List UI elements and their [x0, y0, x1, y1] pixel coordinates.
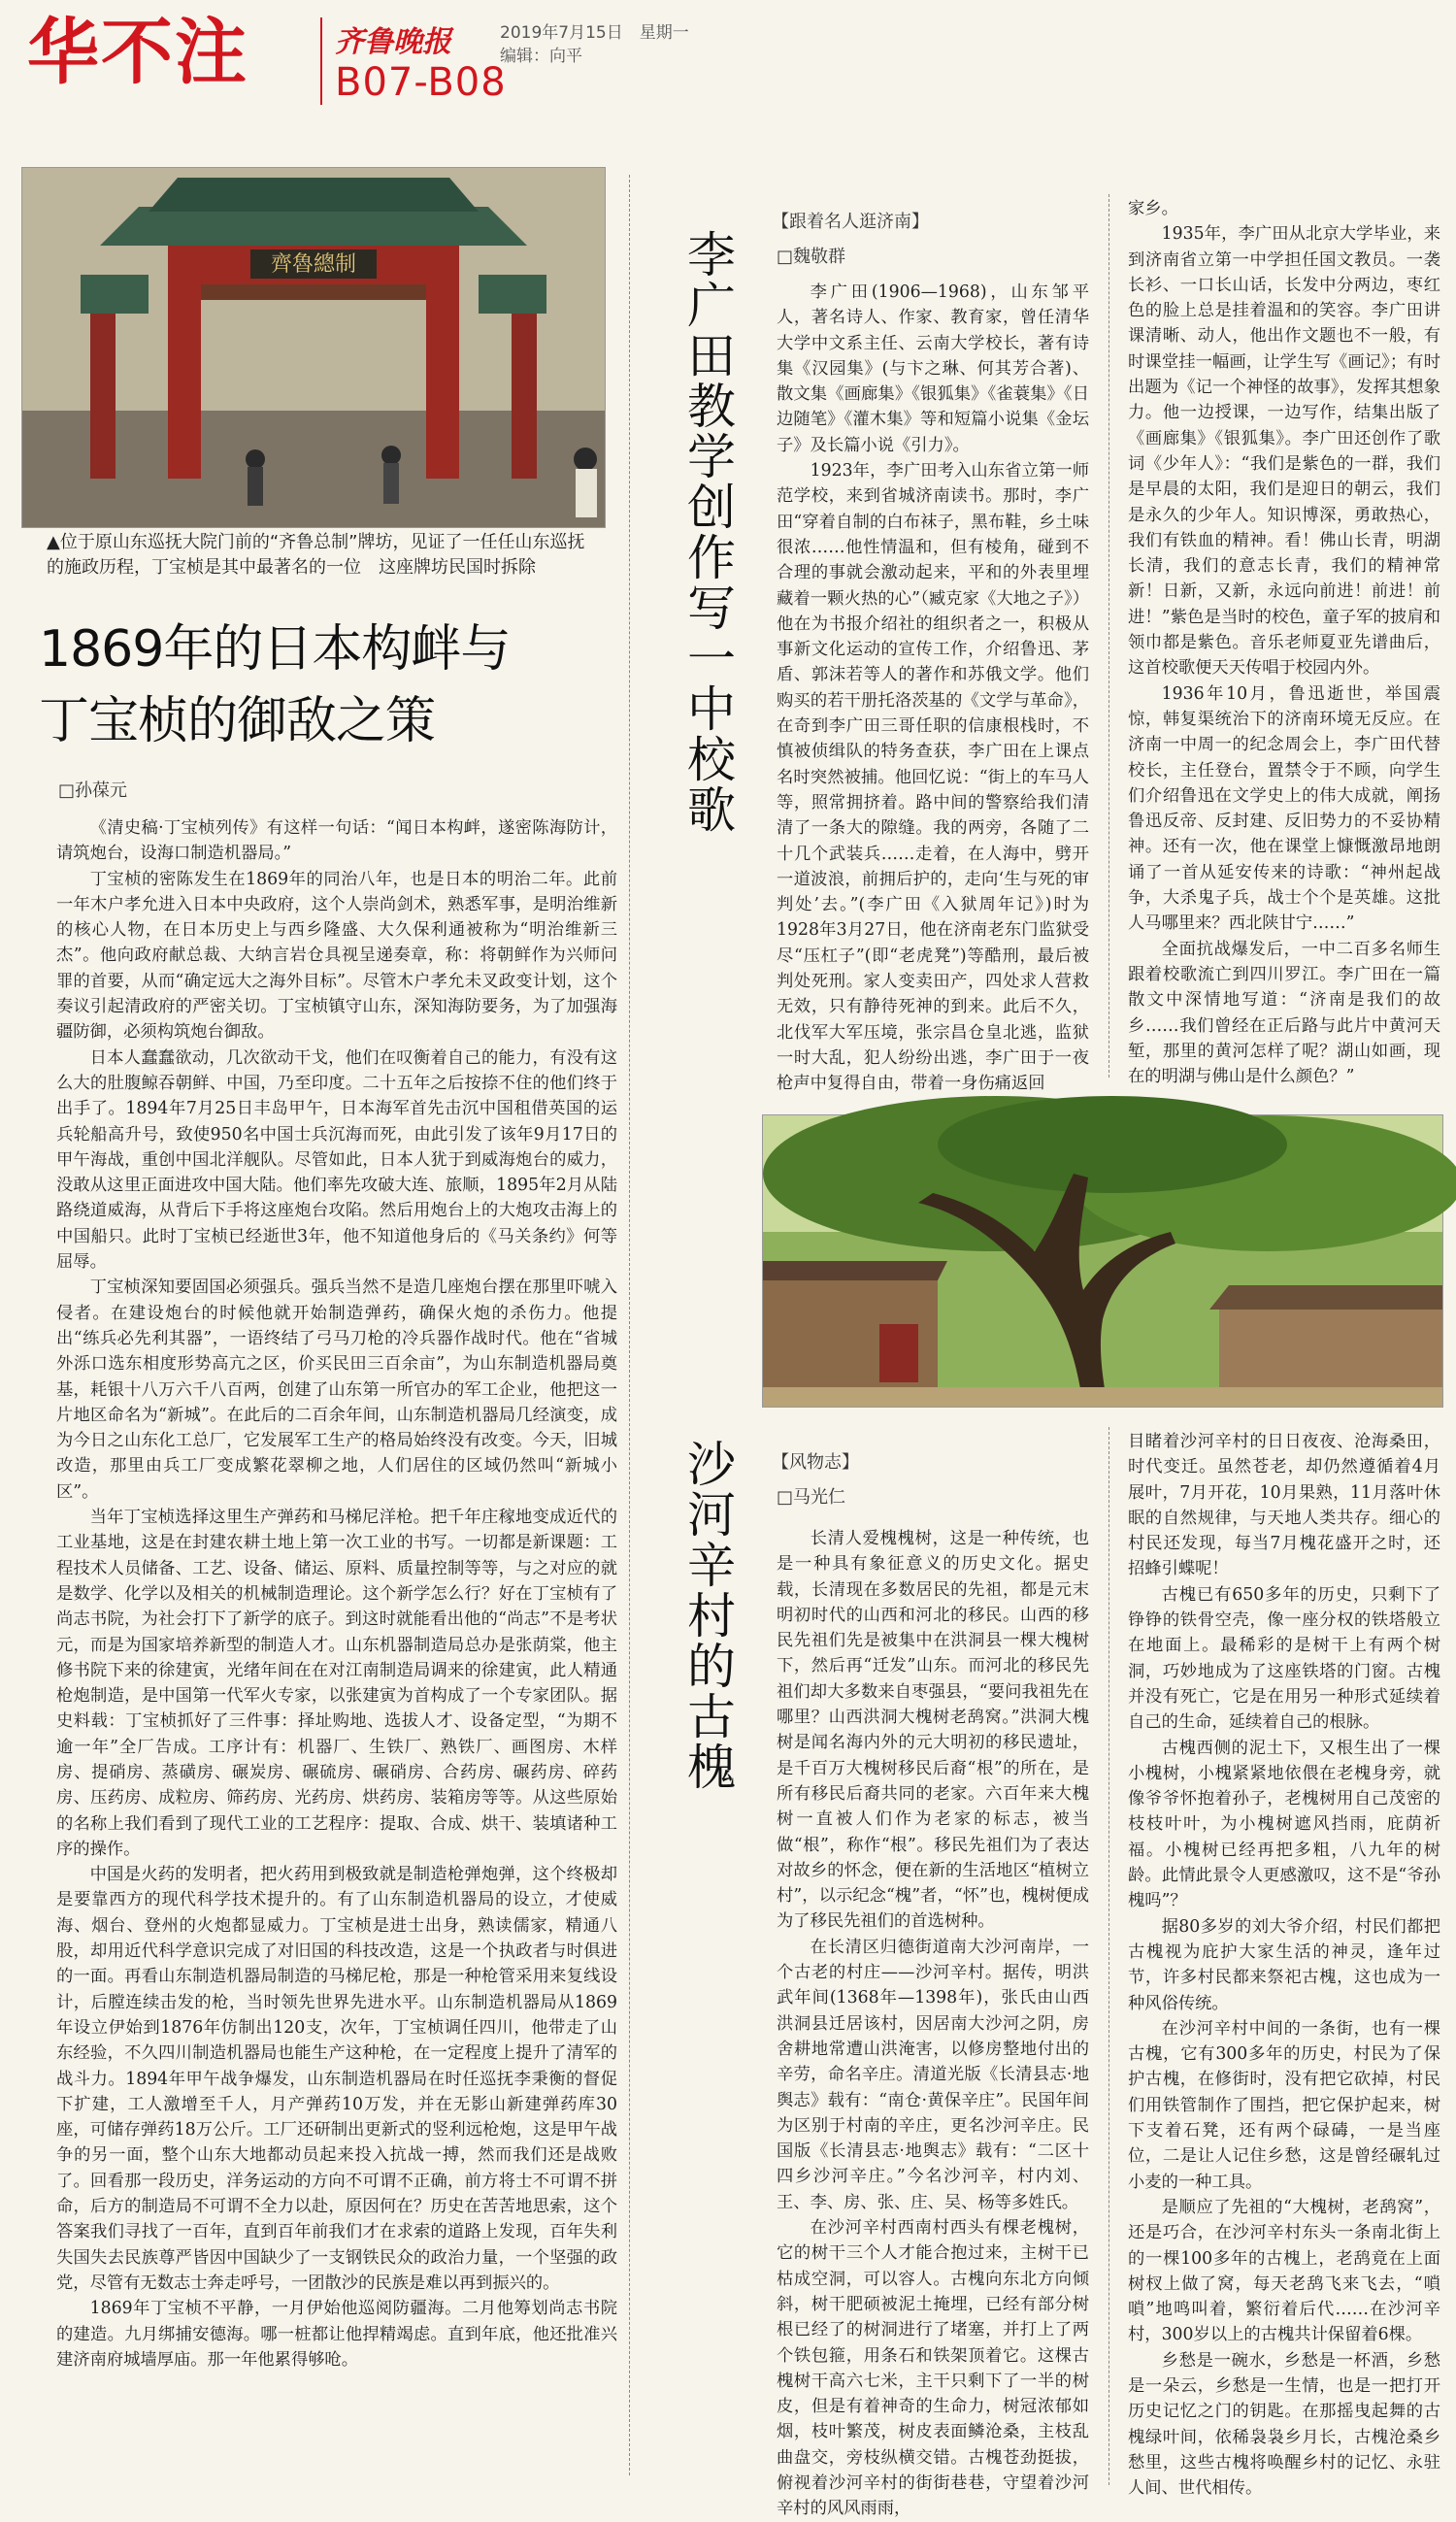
- headline-line2: 丁宝桢的御敌之策: [39, 692, 436, 750]
- paragraph: 日本人蠢蠢欲动，几次欲动干戈，他们在叹衡着自己的能力，有没有这么大的肚腹鲸吞朝鲜、中国，乃至印度。二十五年之后按捺不住的他们终于出手了。1894年7月25日丰岛甲午，日本海军首先击沉中国租借英国的运兵轮船高升号，致使950名中国士兵沉海而死，由此引发了该年9月17日的甲午海战，重创中国北洋舰队。尽管如此，日本人犹于到威海炮台的威力，没敢从这里正面进攻中国大陆。他们率先攻破大连、旅顺，1895年2月从陆路绕道威海，从背后下手将这座炮台攻陷。然后用炮台上的大炮攻击海上的中国船只。此时丁宝桢已经逝世3年，他不知道他身后的《马关条约》何等屈辱。: [56, 1047, 617, 1273]
- paragraph: 全面抗战爆发后，一中二百多名师生跟着校歌流亡到四川罗江。李广田在一篇散文中深情地写道：“济南是我们的故乡……我们曾经在正后路与此片中黄河天堑，那里的黄河怎样了呢？湖山如画，现在的明湖与佛山是什么颜色？”: [1128, 939, 1440, 1087]
- masthead-meta: [500, 21, 689, 68]
- article1-byline: □孙葆元: [58, 780, 128, 801]
- paragraph: 乡愁是一碗水，乡愁是一杯酒，乡愁是一朵云，乡愁是一生情，也是一把打开历史记忆之门的钥匙。在那摇曳起舞的古槐绿叶间，依稀袅袅乡月长，古槐沧桑乡愁里，这些古槐将唤醒乡村的记忆、永驻人间、世代相传。: [1128, 2350, 1440, 2499]
- paragraph: 在沙河辛村西南村西头有棵老槐树，它的树干三个人才能合抱过来，主树干已枯成空洞，可以容人。古槐向东北方向倾斜，树干肥硕被泥土掩埋，已经有部分树根已经了的树洞进行了堵塞，并打上了两个铁包箍，用条石和铁架顶着它。这棵古槐树干高六七米，主干只剩下了一半的树皮，但是有着神奇的生命力，树冠浓郁如烟，枝叶繁茂，树皮表面鳞沧桑，主枝乱曲盘交，旁枝纵横交错。古槐苍劲挺拔，俯视着沙河辛村的街街巷巷，守望着沙河辛村的风风雨雨，: [777, 2218, 1089, 2519]
- article2-section-tag: 【跟着名人逛济南】: [772, 212, 929, 232]
- editor-credit: 编辑：向平: [500, 47, 582, 66]
- article3-body-right: [1128, 1429, 1440, 2499]
- paragraph: 古槐西侧的泥土下，又根生出了一棵小槐树，小槐紧紧地依偎在老槐身旁，就像爷爷怀抱着孙子，老槐树用自己茂密的枝枝叶叶，为小槐树遮风挡雨，庇荫祈福。小槐树已经再把多粗，八九年的树龄。此情此景令人更感激叹，这不是“爷孙槐吗”？: [1128, 1738, 1440, 1911]
- paragraph: 是顺应了先祖的“大槐树，老鸹窝”，还是巧合，在沙河辛村东头一条南北街上的一棵100多年的古槐上，老鸹竟在上面树杈上做了窝，每天老鸹飞来飞去，“嗩嗩”地鸣叫着，繁衍着后代……在沙河辛村，300岁以上的古槐共计保留着6棵。: [1128, 2197, 1440, 2345]
- page-numbers: B07-B08: [335, 60, 507, 105]
- paragraph: 李广田(1906—1968)，山东邹平人，著名诗人、作家、教育家，曾任清华大学中文系主任、云南大学校长，著有诗集《汉园集》(与卞之琳、何其芳合著)、散文集《画廊集》《银狐集》《雀蓑集》《日边随笔》《灌木集》等和短篇小说集《金坛子》及长篇小说《引力》。: [777, 282, 1089, 455]
- plaque-text: 齊魯總制: [270, 252, 357, 277]
- paragraph: 据80多岁的刘大爷介绍，村民们都把古槐视为庇护大家生活的神灵，逢年过节，许多村民都来祭祀古槐，这也成为一种风俗传统。: [1128, 1916, 1440, 2013]
- paragraph: 目睹着沙河辛村的日日夜夜、沧海桑田，时代变迁。虽然苍老，却仍然遵循着4月展叶，7月开花，10月果熟，11月落叶休眠的自然规律，与天地人类共存。细心的村民还发现，每当7月槐花盛开之时，还招蜂引蝶呢！: [1128, 1432, 1440, 1579]
- article3-byline: □马光仁: [777, 1487, 846, 1508]
- article3-section-tag: 【风物志】: [772, 1452, 859, 1473]
- paragraph: 当年丁宝桢选择这里生产弹药和马梯尼洋枪。把千年庄稼地变成近代的工业基地，这是在封建农耕土地上第一次工业的书写。一切都是新课题：工程技术人员储备、工艺、设备、储运、原料、质量控制等等，与之对应的就是数学、化学以及相关的机械制造理论。这个新学怎么行？好在丁宝桢有了尚志书院，为社会打下了新学的底子。到这时就能看出他的“尚志”不是考状元，而是为国家培养新型的制造人才。山东机器制造局总办是张荫棠，他主修书院下来的徐建寅，光绪年间在在对江南制造局调来的徐建寅，此人精通枪炮制造，是中国第一代军火专家，以张建寅为首构成了一个专家团队。据史料载：丁宝桢抓好了三件事：择址购地、选拔人才、设备定型，“为期不逾一年”全厂告成。工序计有：机器厂、生铁厂、熟铁厂、画图房、木样房、提硝房、蒸磺房、碾炭房、碾硫房、碾硝房、合药房、碾药房、碎药房、压药房、成粒房、筛药房、光药房、烘药房、装箱房等等。从这些原始的名称上我们看到了现代工业的工艺程序：提取、合成、烘干、装填诸种工序的操作。: [56, 1508, 617, 1859]
- paragraph: 在长清区归德街道南大沙河南岸，一个古老的村庄——沙河辛村。据传，明洪武年间(1368年—1398年)，张氏由山西洪洞县迁居该村，因居南大沙河之阴，房舍耕地常遭山洪淹害，以修房整地付出的辛劳，命名辛庄。清道光版《长清县志·地舆志》载有：“南仓·黄保辛庄”。民国年间为区别于村南的辛庄，更名沙河辛庄。民国版《长清县志·地舆志》载有：“二区十四乡沙河辛庄。”今名沙河辛，村内刘、王、李、房、张、庄、吴、杨等多姓氏。: [777, 1937, 1089, 2212]
- article2-body-left: [777, 280, 1089, 1094]
- locust-tree-illustration: [763, 1115, 1442, 1407]
- paragraph: 在沙河辛村中间的一条街，也有一棵古槐，它有300多年的历史，村民为了保护古槐，在修街时，没有把它砍掉，村民们用铁管制作了围挡，把它保护起来，树下支着石凳，还有两个碌碡，一是当座位，二是让人记住乡愁，这是曾经碾轧过小麦的一种工具。: [1128, 2018, 1440, 2192]
- article2-title: 李广田教学创作写一中校歌: [679, 229, 736, 835]
- paragraph: 长清人爱槐槐树，这是一种传统，也是一种具有象征意义的历史文化。据史载，长清现在多数居民的先祖，都是元末明初时代的山西和河北的移民。山西的移民先祖们先是被集中在洪洞县一棵大槐树下，然后再“迁发”山东。而河北的移民先祖们却大多数来自枣强县，“要问我祖先在哪里？山西洪洞大槐树老鸹窝。”洪洞大槐树是闻名海内外的元大明初的移民遗址，是千百万大槐树移民后裔“根”的所在，是所有移民后裔共同的老家。六百年来大槐树一直被人们作为老家的标志，被当做“根”，称作“根”。移民先祖们为了表达对故乡的怀念，便在新的生活地区“植树立村”，以示纪念“槐”者，“怀”也，槐树便成为了移民先祖们的首选树种。: [777, 1529, 1089, 1932]
- paragraph: 中国是火药的发明者，把火药用到极致就是制造枪弹炮弹，这个终极却是要靠西方的现代科学技术提升的。有了山东制造机器局的设立，才使威海、烟台、登州的火炮都显威力。丁宝桢是进士出身，熟读儒家，精通八股，却用近代科学意识完成了对旧国的科技改造，这是一个执政者与时俱进的一面。再看山东制造机器局制造的马梯尼枪，那是一种枪管采用来复线设计，后膛连续击发的枪，当时领先世界先进水平。山东制造机器局从1869年设立伊始到1876年仿制出120支，次年，丁宝桢调任四川，他带走了山东经验，不久四川制造机器局也能生产这种枪，在一定程度上提升了清军的战斗力。1894年甲午战争爆发，山东制造机器局在时任巡抚李秉衡的督促下扩建，工人激增至千人，月产弹药10万发，并在无影山新建弹药库30座，可储存弹药18万公斤。工厂还研制出更新式的竖利远枪炮，这是甲午战争的另一面，整个山东大地都动员起来投入抗战一搏，然而我们还是战败了。回看那一段历史，洋务运动的方向不可谓不正确，前方将士不可谓不拼命，后方的制造局不可谓不全力以赴，原因何在？历史在苦苦地思索，这个答案我们寻找了一百年，直到百年前我们才在求索的道路上发现，百年失利失国失去民族尊严皆因中国缺少了一支钢铁民众的政治力量，一个坚强的政党，尽管有无数志士奔走呼号，一团散沙的民族是难以再到振兴的。: [56, 1865, 617, 2293]
- paragraph: 古槐已有650多年的历史，只剩下了铮铮的铁骨空壳，像一座分权的铁塔般立在地面上。最稀彩的是树干上有两个树洞，巧妙地成为了这座铁塔的门窗。古槐并没有死亡，它是在用另一种形式延续着自己的生命，延续着自己的根脉。: [1128, 1584, 1440, 1733]
- paper-name: 齐鲁晚报: [335, 25, 451, 59]
- article1-body: [56, 815, 617, 2485]
- paragraph: 丁宝桢的密陈发生在1869年的同治八年，也是日本的明治二年。此前一年木户孝允进入日本中央政府，这个人崇尚剑术，熟悉军事，是明治维新的核心人物，在日本历史上与西乡隆盛、大久保利通被称为“明治维新三杰”。他向政府献总裁、大纳言岩仓具视呈递奏章，称：将朝鲜作为兴师问罪的首要，从而“确定远大之海外目标”。尽管木户孝允未叉政变计划，这个奏议引起清政府的严密关切。丁宝桢镇守山东，深知海防要务，为了加强海疆防御，必须构筑炮台御敌。: [56, 869, 617, 1043]
- column-title: 华不注: [27, 11, 248, 94]
- paragraph: 丁宝桢深知要固国必须强兵。强兵当然不是造几座炮台摆在那里吓唬入侵者。在建设炮台的时候他就开始制造弹药，确保火炮的杀伤力。他提出“练兵必先利其器”，一语终结了弓马刀枪的冷兵器作战时代。他在“省城外泺口选东相度形势高亢之区，价买民田三百余亩”，为山东制造机器局奠基，耗银十八万六千八百两，创建了山东第一所官办的军工企业，他把这一片地区命名为“新城”。在此后的二百余年间，山东制造机器局几经演变，成为今日之山东化工总厂，它发展军工生产的格局始终没有改变。今天，旧城改造，那里由兵工厂变成繁花翠柳之地，人们居住的区域仍然叫“新城小区”。: [56, 1278, 617, 1502]
- paifang-illustration: [22, 168, 605, 527]
- article1-headline: [39, 614, 621, 757]
- paragraph: 1935年，李广田从北京大学毕业，来到济南省立第一中学担任国文教员。一袭长衫、一口长山话，长发中分两边，枣红色的脸上总是挂着温和的笑容。李广田讲课清晰、动人，他出作文题也不一般，有时课堂挂一幅画，让学生写《画记》；有时出题为《记一个神怪的故事》，发挥其想象力。他一边授课，一边写作，结集出版了《画廊集》《银狐集》。李广田还创作了歌词《少年人》：“我们是紫色的一群，我们是早晨的太阳，我们是迎日的朝云，我们是永久的少年人。知识博深，勇敢热心，我们有铁血的精神。看！佛山长青，明湖长清，我们的意志长青，我们的精神常新！日新，又新，永远向前进！前进！前进！”紫色是当时的校色，童子军的披肩和领巾都是紫色。音乐老师夏亚先谱曲后，这首校歌便天天传唱于校园内外。: [1128, 224, 1440, 679]
- headline-line1: 1869年的日本构衅与: [39, 620, 511, 679]
- article2-body-right: [1128, 196, 1440, 1087]
- issue-date: 2019年7月15日 星期一: [500, 23, 689, 43]
- locust-tree-photo: [762, 1114, 1443, 1408]
- column-divider: [629, 175, 630, 2475]
- article3-body-left: [777, 1526, 1089, 2519]
- paragraph: 1923年，李广田考入山东省立第一师范学校，来到省城济南读书。那时，李广田“穿着自制的白布袜子，黑布鞋，乡土味很浓……他性情温和，但有棱角，碰到不合理的事就会激动起来，平和的外表里埋藏着一颗火热的心”（臧克家《大地之子》）他在为书报介绍社的组织者之一，积极从事新文化运动的宣传工作，介绍鲁迅、茅盾、郭沫若等人的著作和苏俄文学。他们购买的若干册托洛茨基的《文学与革命》，在奇到李广田三哥任职的信康根栈时，不慎被侦缉队的特务查获，李广田在上课点名时突然被捕。他回忆说：“街上的车马人等，照常拥挤着。路中间的警察给我们清清了一条大的隙缝。我的两旁，各随了二十几个武装兵……走着，在人海中，劈开一道波浪，前拥后护的，走向‘生与死的审判处’去。”(李广田《入狱周年记》)时为1928年3月27日，他在济南老东门监狱受尽“压杠子”(即“老虎凳”)等酷刑，最后被判处死刑。家人变卖田产，四处求人营救无效，只有静待死神的到来。此后不久，北伐军大军压境，张宗昌仓皇北逃，监狱一时大乱，犯人纷纷出逃，李广田于一夜枪声中复得自由，带着一身伤痛返回: [777, 461, 1089, 1094]
- masthead-divider: [320, 17, 322, 105]
- paragraph: 1869年丁宝桢不平静，一月伊始他巡阅防疆海。二月他筹划尚志书院的建造。九月绑捕安德海。哪一桩都让他捍精竭虑。直到年底，他还批准兴建济南府城墙厚庙。那一年他累得够呛。: [56, 2299, 617, 2370]
- photo-caption: ▲位于原山东巡抚大院门前的“齐鲁总制”牌坊，见证了一任任山东巡抚的施政历程，丁宝桢是其中最著名的一位 这座牌坊民国时拆除: [47, 532, 585, 578]
- paragraph: 1936年10月，鲁迅逝世，举国震惊，韩复渠统治下的济南环境无反应。在济南一中周一的纪念周会上，李广田代替校长，主任登台，置禁令于不顾，向学生们介绍鲁迅在文学史上的伟大成就，阐扬鲁迅反帝、反封建、反旧势力的不妥协精神。还有一次，他在课堂上慷慨激昂地朗诵了一首从延安传来的诗歌：“神州起战争，大杀鬼子兵，战士个个是英雄。这批人马哪里来？西北陕甘宁……”: [1128, 683, 1440, 934]
- paragraph: 《清史稿·丁宝桢列传》有这样一句话：“闻日本构衅，遂密陈海防计，请筑炮台，设海口制造机器局。”: [56, 818, 617, 864]
- article3-title: 沙河辛村的古槐: [679, 1439, 736, 1792]
- article2-byline: □魏敬群: [777, 247, 846, 267]
- paragraph: 家乡。: [1128, 199, 1178, 218]
- paifang-photo: [21, 167, 606, 528]
